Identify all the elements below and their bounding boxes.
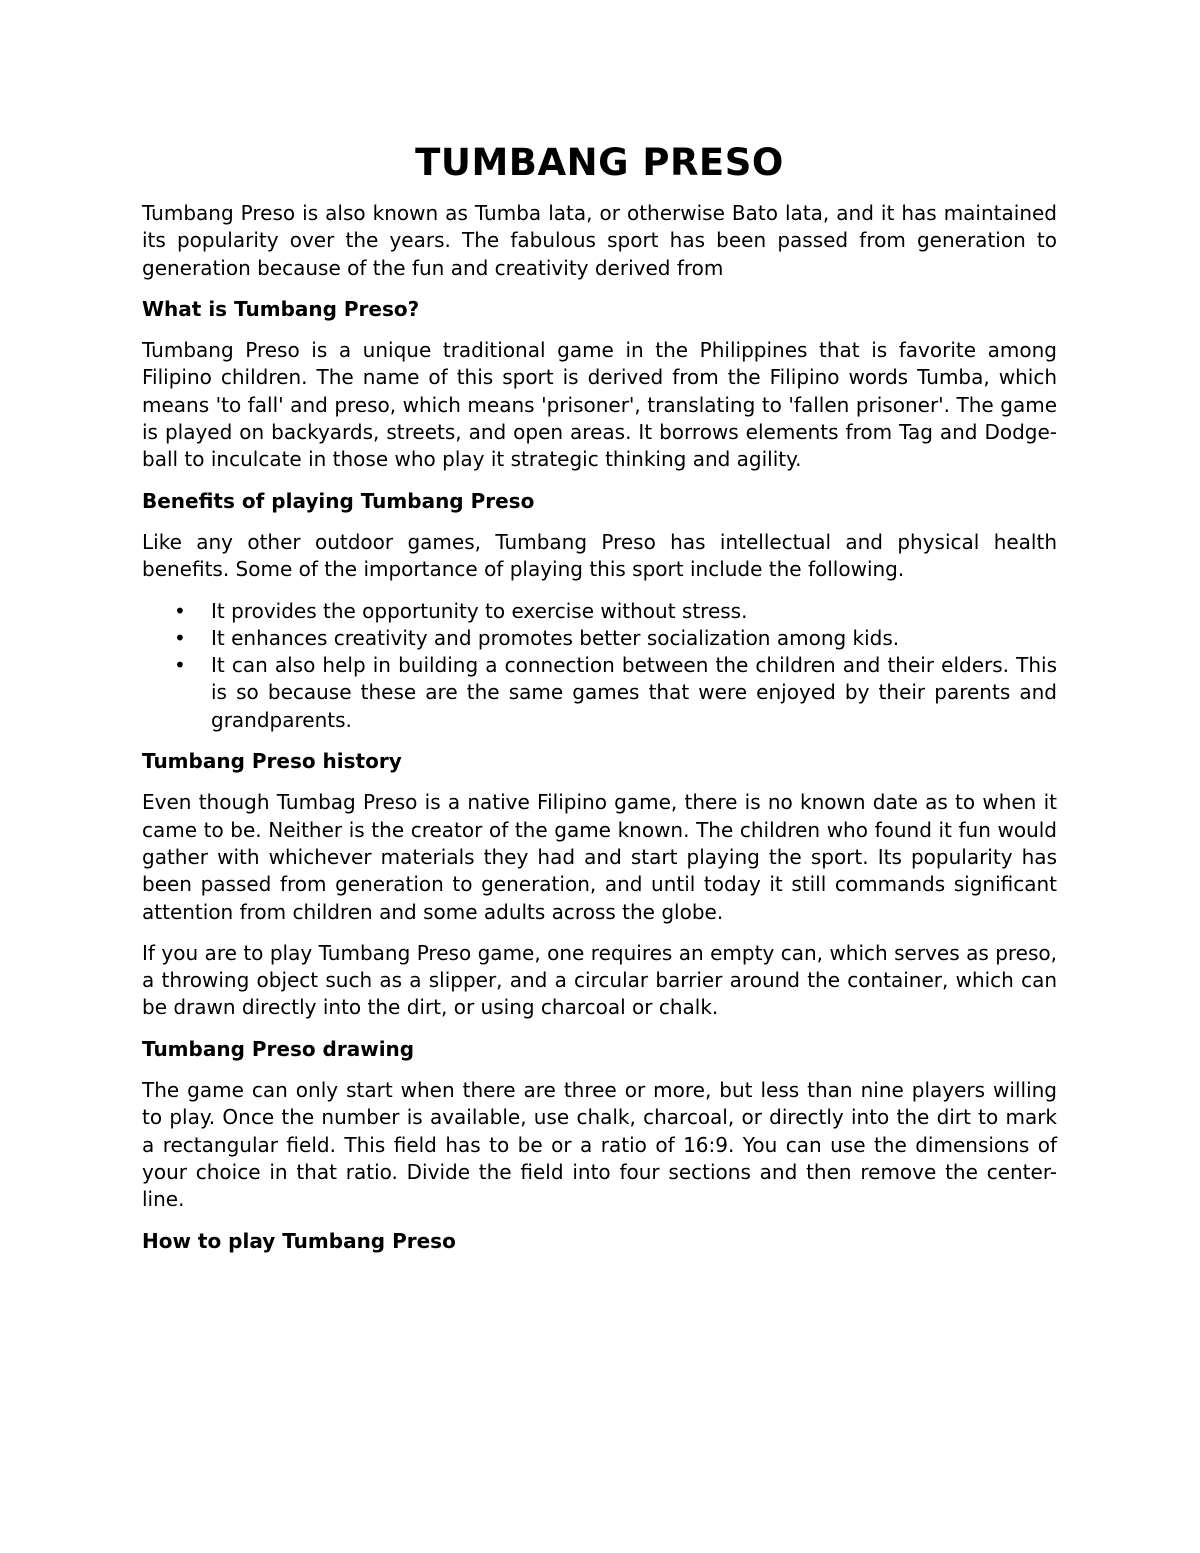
heading-what-is: What is Tumbang Preso? xyxy=(142,296,420,321)
intro-paragraph: Tumbang Preso is also known as Tumba lata, or otherwise Bato lata, and it has maintained its popularity over the years. The fabulous sport has been passed from generation to generation because of the fun and creativity derived from xyxy=(142,201,1057,280)
history-paragraph-1: Even though Tumbag Preso is a native Filipino game, there is no known date as to when it came to be. Neither is the creator of the game known. The children who found it fun would gather with whichever materials they had and start playing the sport. Its popularity has been passed from generation to generation, and until today it still commands significant attention from children and some adults across the globe. xyxy=(142,790,1057,924)
heading-how-to-play: How to play Tumbang Preso xyxy=(142,1228,456,1253)
list-item-text: It enhances creativity and promotes better socialization among kids. xyxy=(211,625,900,650)
bullet-icon: • xyxy=(174,653,186,678)
list-item xyxy=(142,598,1057,625)
document-title: TUMBANG PRESO xyxy=(415,141,784,184)
list-item xyxy=(142,625,1057,652)
heading-history: Tumbang Preso history xyxy=(142,749,402,774)
list-item-text: It provides the opportunity to exercise without stress. xyxy=(211,598,748,623)
list-item xyxy=(142,652,1057,734)
benefits-paragraph: Like any other outdoor games, Tumbang Preso has intellectual and physical health benefits. Some of the importance of playing this sport include the following. xyxy=(142,529,1057,582)
heading-benefits: Benefits of playing Tumbang Preso xyxy=(142,488,535,513)
bullet-icon: • xyxy=(174,625,186,650)
what-is-paragraph: Tumbang Preso is a unique traditional game in the Philippines that is favorite among Filipino children. The name of this sport is derived from the Filipino words Tumba, which means 'to fall' and preso, which means 'prisoner', translating to 'fallen prisoner'. The game is played on backyards, streets, and open areas. It borrows elements from Tag and Dodge-ball to inculcate in those who play it strategic thinking and agility. xyxy=(142,338,1057,472)
bullet-icon: • xyxy=(174,598,186,623)
document-page xyxy=(142,140,1057,1269)
list-item-text: It can also help in building a connection between the children and their elders. This is so because these are the same games that were enjoyed by their parents and grandparents. xyxy=(211,653,1057,732)
drawing-paragraph: The game can only start when there are three or more, but less than nine players willing to play. Once the number is available, use chalk, charcoal, or directly into the dirt to mark a rectangular field. This field has to be or a ratio of 16:9. You can use the dimensions of your choice in that ratio. Divide the field into four sections and then remove the center-line. xyxy=(142,1078,1057,1212)
benefits-list xyxy=(142,598,1057,734)
heading-drawing: Tumbang Preso drawing xyxy=(142,1036,415,1061)
history-paragraph-2: If you are to play Tumbang Preso game, one requires an empty can, which serves as preso, a throwing object such as a slipper, and a circular barrier around the container, which can be drawn directly into the dirt, or using charcoal or chalk. xyxy=(142,940,1057,1020)
